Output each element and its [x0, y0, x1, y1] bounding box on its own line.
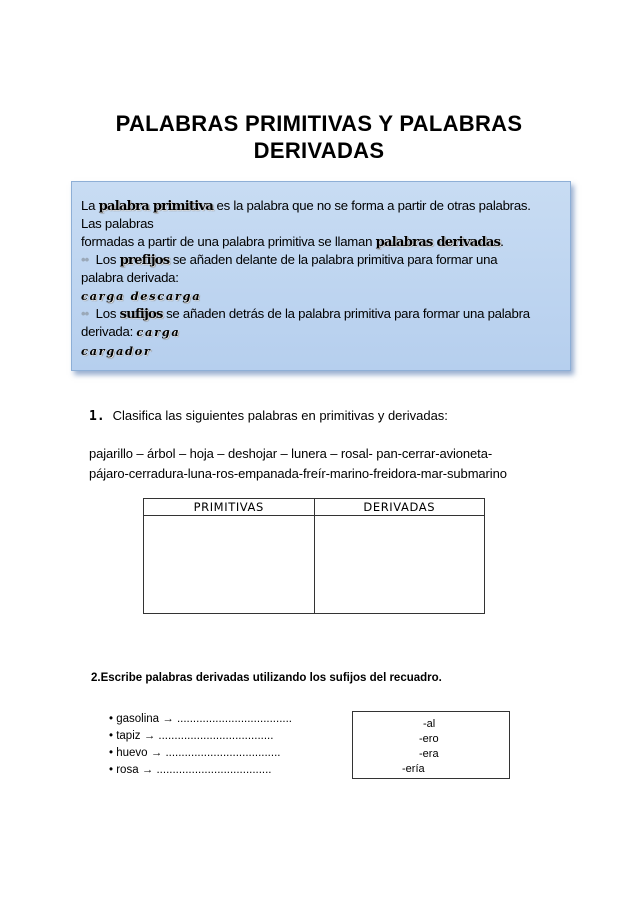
text: derivada: [81, 324, 137, 339]
definition-line-5: palabra derivada: [81, 270, 179, 285]
word-list-line-1: pajarillo – árbol – hoja – deshojar – lunera – rosal- pan-cerrar-avioneta- [89, 446, 493, 461]
list-item-tapiz[interactable]: • tapiz → .................................... [109, 730, 274, 742]
text: es la palabra que no se forma a partir de otras palabras. [213, 198, 531, 213]
text: formadas a partir de una palabra primitiva se llaman [81, 234, 376, 249]
list-item-huevo[interactable]: • huevo → .................................... [109, 747, 281, 759]
highlight-derived-words: palabras derivadas [375, 235, 501, 250]
title-line-2: DERIVADAS [253, 138, 385, 163]
text: Los [92, 306, 120, 321]
header-derivadas: DERIVADAS [314, 499, 485, 516]
example-suffix [81, 342, 152, 360]
example-carga-descarga: carga descarga [81, 289, 202, 303]
exercise-number: 1. [89, 409, 105, 424]
instruction-text: Clasifica las siguientes palabras en primitivas y derivadas: [112, 408, 448, 423]
definition-line-6 [81, 305, 530, 323]
text: Los [92, 252, 120, 267]
header-primitivas: PRIMITIVAS [144, 499, 315, 516]
list-item-rosa[interactable]: • rosa → .................................... [109, 764, 272, 776]
text: La [81, 198, 99, 213]
primitivas-answer-cell[interactable] [144, 516, 315, 614]
text: . [500, 234, 504, 249]
classification-table [143, 498, 485, 614]
bullet-dots-icon: •• [81, 252, 89, 267]
definition-line-1 [81, 197, 531, 215]
highlight-primitive-word: palabra primitiva [98, 199, 214, 214]
definition-line-7 [81, 323, 180, 341]
suffix-era: -era [419, 748, 439, 760]
definition-line-4 [81, 251, 497, 269]
text: se añaden delante de la palabra primitiva para formar una [169, 252, 498, 267]
page-title [60, 110, 578, 164]
suffix-ero: -ero [419, 733, 439, 745]
suffix-al: -al [423, 718, 436, 730]
suffix-eria: -ería [402, 763, 425, 775]
text: se añaden detrás de la palabra primitiva para formar una palabra [162, 306, 530, 321]
title-line-1: PALABRAS PRIMITIVAS Y PALABRAS [115, 111, 523, 136]
suffix-box [352, 711, 510, 779]
highlight-suffixes: sufijos [119, 307, 163, 322]
exercise-1-instruction [89, 408, 448, 424]
exercise-2-instruction: 2.Escribe palabras derivadas utilizando los sufijos del recuadro. [91, 672, 442, 684]
list-item-gasolina[interactable]: • gasolina → .................................... [109, 713, 292, 725]
example-prefix [81, 287, 201, 305]
definition-line-2: Las palabras [81, 216, 154, 231]
bullet-dots-icon: •• [81, 306, 89, 321]
derivadas-answer-cell[interactable] [314, 516, 485, 614]
highlight-prefixes: prefijos [119, 253, 170, 268]
example-carga: carga [136, 325, 181, 339]
word-list-line-2: pájaro-cerradura-luna-ros-empanada-freír-marino-freidora-mar-submarino [89, 466, 507, 481]
example-cargador: cargador [81, 344, 152, 358]
definition-line-3 [81, 233, 504, 251]
